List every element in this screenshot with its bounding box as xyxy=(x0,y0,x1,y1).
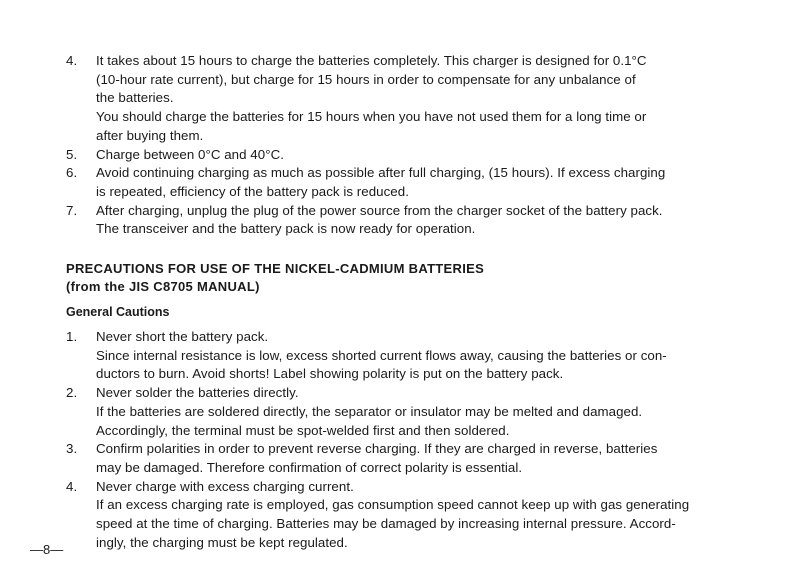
item-number: 5. xyxy=(66,146,78,162)
charging-steps-list xyxy=(66,52,716,239)
item-text-line: Avoid continuing charging as much as possible after full charging, (15 hours). If excess charging xyxy=(96,165,666,181)
item-text-line: Never charge with excess charging current. xyxy=(96,478,354,494)
item-number: 6. xyxy=(66,165,78,181)
item-text-line: the batteries. xyxy=(96,90,174,106)
item-text-line: Accordingly, the terminal must be spot-welded first and then soldered. xyxy=(96,422,510,438)
section-title: PRECAUTIONS FOR USE OF THE NICKEL-CADMIUM BATTERIES xyxy=(66,261,485,276)
item-number: 2. xyxy=(66,385,78,401)
list-item xyxy=(66,384,716,440)
section-subtitle: General Cautions xyxy=(66,305,170,319)
item-text-line: Never short the battery pack. xyxy=(96,329,269,344)
list-item xyxy=(66,478,716,553)
item-number: 1. xyxy=(66,329,78,344)
list-item xyxy=(66,440,716,477)
item-text-line: is repeated, efficiency of the battery pack is reduced. xyxy=(96,183,409,199)
item-text-line: It takes about 15 hours to charge the batteries completely. This charger is designed for 0.1°C xyxy=(96,53,647,68)
item-text-line: Charge between 0°C and 40°C. xyxy=(96,146,284,162)
item-number: 3. xyxy=(66,441,78,457)
item-text-line: Since internal resistance is low, excess shorted current flows away, causing the batteries or con- xyxy=(96,347,667,363)
cautions-list xyxy=(66,328,716,552)
item-number: 4. xyxy=(66,478,78,494)
item-text-line: (10-hour rate current), but charge for 15 hours in order to compensate for any unbalance of xyxy=(96,71,636,87)
list-item xyxy=(66,146,716,165)
item-text-line: speed at the time of charging. Batteries may be damaged by increasing internal pressure. Accord- xyxy=(96,516,676,532)
item-text-line: The transceiver and the battery pack is now ready for operation. xyxy=(96,221,476,237)
list-item xyxy=(66,52,716,146)
item-number: 4. xyxy=(66,53,78,68)
section-title-source: (from the JIS C8705 MANUAL) xyxy=(66,279,260,294)
item-text-line: If the batteries are soldered directly, the separator or insulator may be melted and damaged. xyxy=(96,403,643,419)
item-text-line: ingly, the charging must be kept regulated. xyxy=(96,534,348,550)
item-number: 7. xyxy=(66,202,78,218)
item-text-line: If an excess charging rate is employed, gas consumption speed cannot keep up with gas generating xyxy=(96,497,690,513)
list-item xyxy=(66,164,716,201)
item-text-line: Never solder the batteries directly. xyxy=(96,385,299,401)
item-text-line: after buying them. xyxy=(96,127,204,143)
list-item xyxy=(66,202,716,239)
item-text-line: You should charge the batteries for 15 hours when you have not used them for a long time or xyxy=(96,109,647,125)
page-number: —8— xyxy=(30,542,64,557)
item-text-line: ductors to burn. Avoid shorts! Label showing polarity is put on the battery pack. xyxy=(96,366,564,382)
item-text-line: After charging, unplug the plug of the power source from the charger socket of the battery pack. xyxy=(96,202,663,218)
item-text-line: Confirm polarities in order to prevent reverse charging. If they are charged in reverse, batteries xyxy=(96,441,658,457)
item-text-line: may be damaged. Therefore confirmation of correct polarity is essential. xyxy=(96,459,523,475)
list-item xyxy=(66,328,716,384)
